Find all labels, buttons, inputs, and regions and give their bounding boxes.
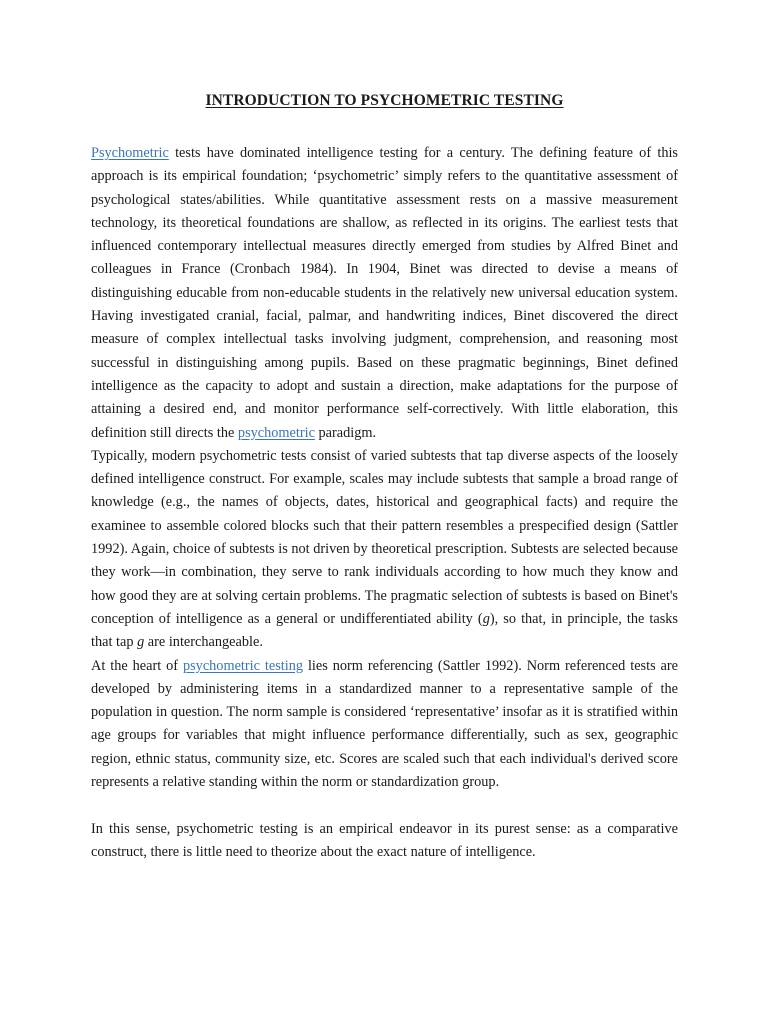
g-symbol: g: [482, 610, 490, 627]
psychometric-paradigm-link[interactable]: psychometric: [237, 424, 315, 441]
paragraph-2: [91, 445, 678, 655]
paragraph-4: [91, 818, 678, 865]
paragraph-1-text: tests have dominated intelligence testing for a century. The defining feature of this approach is its empirical foundation; ‘psychometric’ simply refers to the quantitative assessment of psychological states/abilities. While quantitative assessment rests on a massive measurement technology, its theoretical foundations are shallow, as reflected in its origins. The earliest tests that influenced contemporary intellectual measures directly emerged from studies by Alfred Binet and colleagues in France (Cronbach 1984). In 1904, Binet was directed to devise a means of distinguishing educable from non-educable students in the relatively new universal education system. Having investigated cranial, facial, palmar, and handwriting indices, Binet discovered the direct measure of complex intellectual tasks involving judgment, comprehension, and reasoning most successful in distinguishing among pupils. Based on these pragmatic beginnings, Binet defined intelligence as the capacity to adopt and sustain a direction, make adaptations for the purpose of attaining a desired end, and monitor performance self-correctively. With little elaboration, this definition still directs the: [91, 145, 678, 441]
paragraph-3-start: At the heart of: [91, 657, 183, 674]
paragraph-2-text: Typically, modern psychometric tests consist of varied subtests that tap diverse aspects of the loosely defined intelligence construct. For example, scales may include subtests that sample a broad range of knowledge (e.g., the names of objects, dates, historical and geographical facts) and require the examinee to assemble colored blocks such that their pattern resembles a prespecified design (Sattler 1992). Again, choice of subtests is not driven by theoretical prescription. Subtests are selected because they work—in combination, they serve to rank individuals according to how much they know and how good they are at solving certain problems. The pragmatic selection of subtests is based on Binet's conception of intelligence as a general or undifferentiated ability (: [91, 447, 678, 627]
paragraph-3-text: lies norm referencing (Sattler 1992). Norm referenced tests are developed by administering items in a standardized manner to a representative sample of the population in question. The norm sample is considered ‘representative’ insofar as it is stratified within age groups for variables that might influence performance differentially, such as sex, geographic region, ethnic status, community size, etc. Scores are scaled such that each individual's derived score represents a relative standing within the norm or standardization group.: [91, 657, 679, 791]
paragraph-2-middle: ), so that, in principle, the tasks that tap: [91, 610, 678, 651]
paragraph-1: [91, 142, 678, 445]
document-body: [91, 92, 678, 864]
psychometric-link[interactable]: Psychometric: [91, 145, 169, 161]
document-title: INTRODUCTION TO PSYCHOMETRIC TESTING: [205, 92, 564, 109]
paragraph-4-text: In this sense, psychometric testing is an empirical endeavor in its purest sense: as a comparative construct, there is little need to theorize about the exact nature of intelligence.: [91, 820, 678, 860]
psychometric-testing-link[interactable]: psychometric testing: [182, 657, 304, 674]
g-symbol-2: g: [137, 634, 145, 651]
paragraph-3: [91, 655, 678, 795]
paragraph-2-end: are interchangeable.: [144, 634, 263, 651]
paragraph-1-end: paradigm.: [314, 424, 377, 441]
